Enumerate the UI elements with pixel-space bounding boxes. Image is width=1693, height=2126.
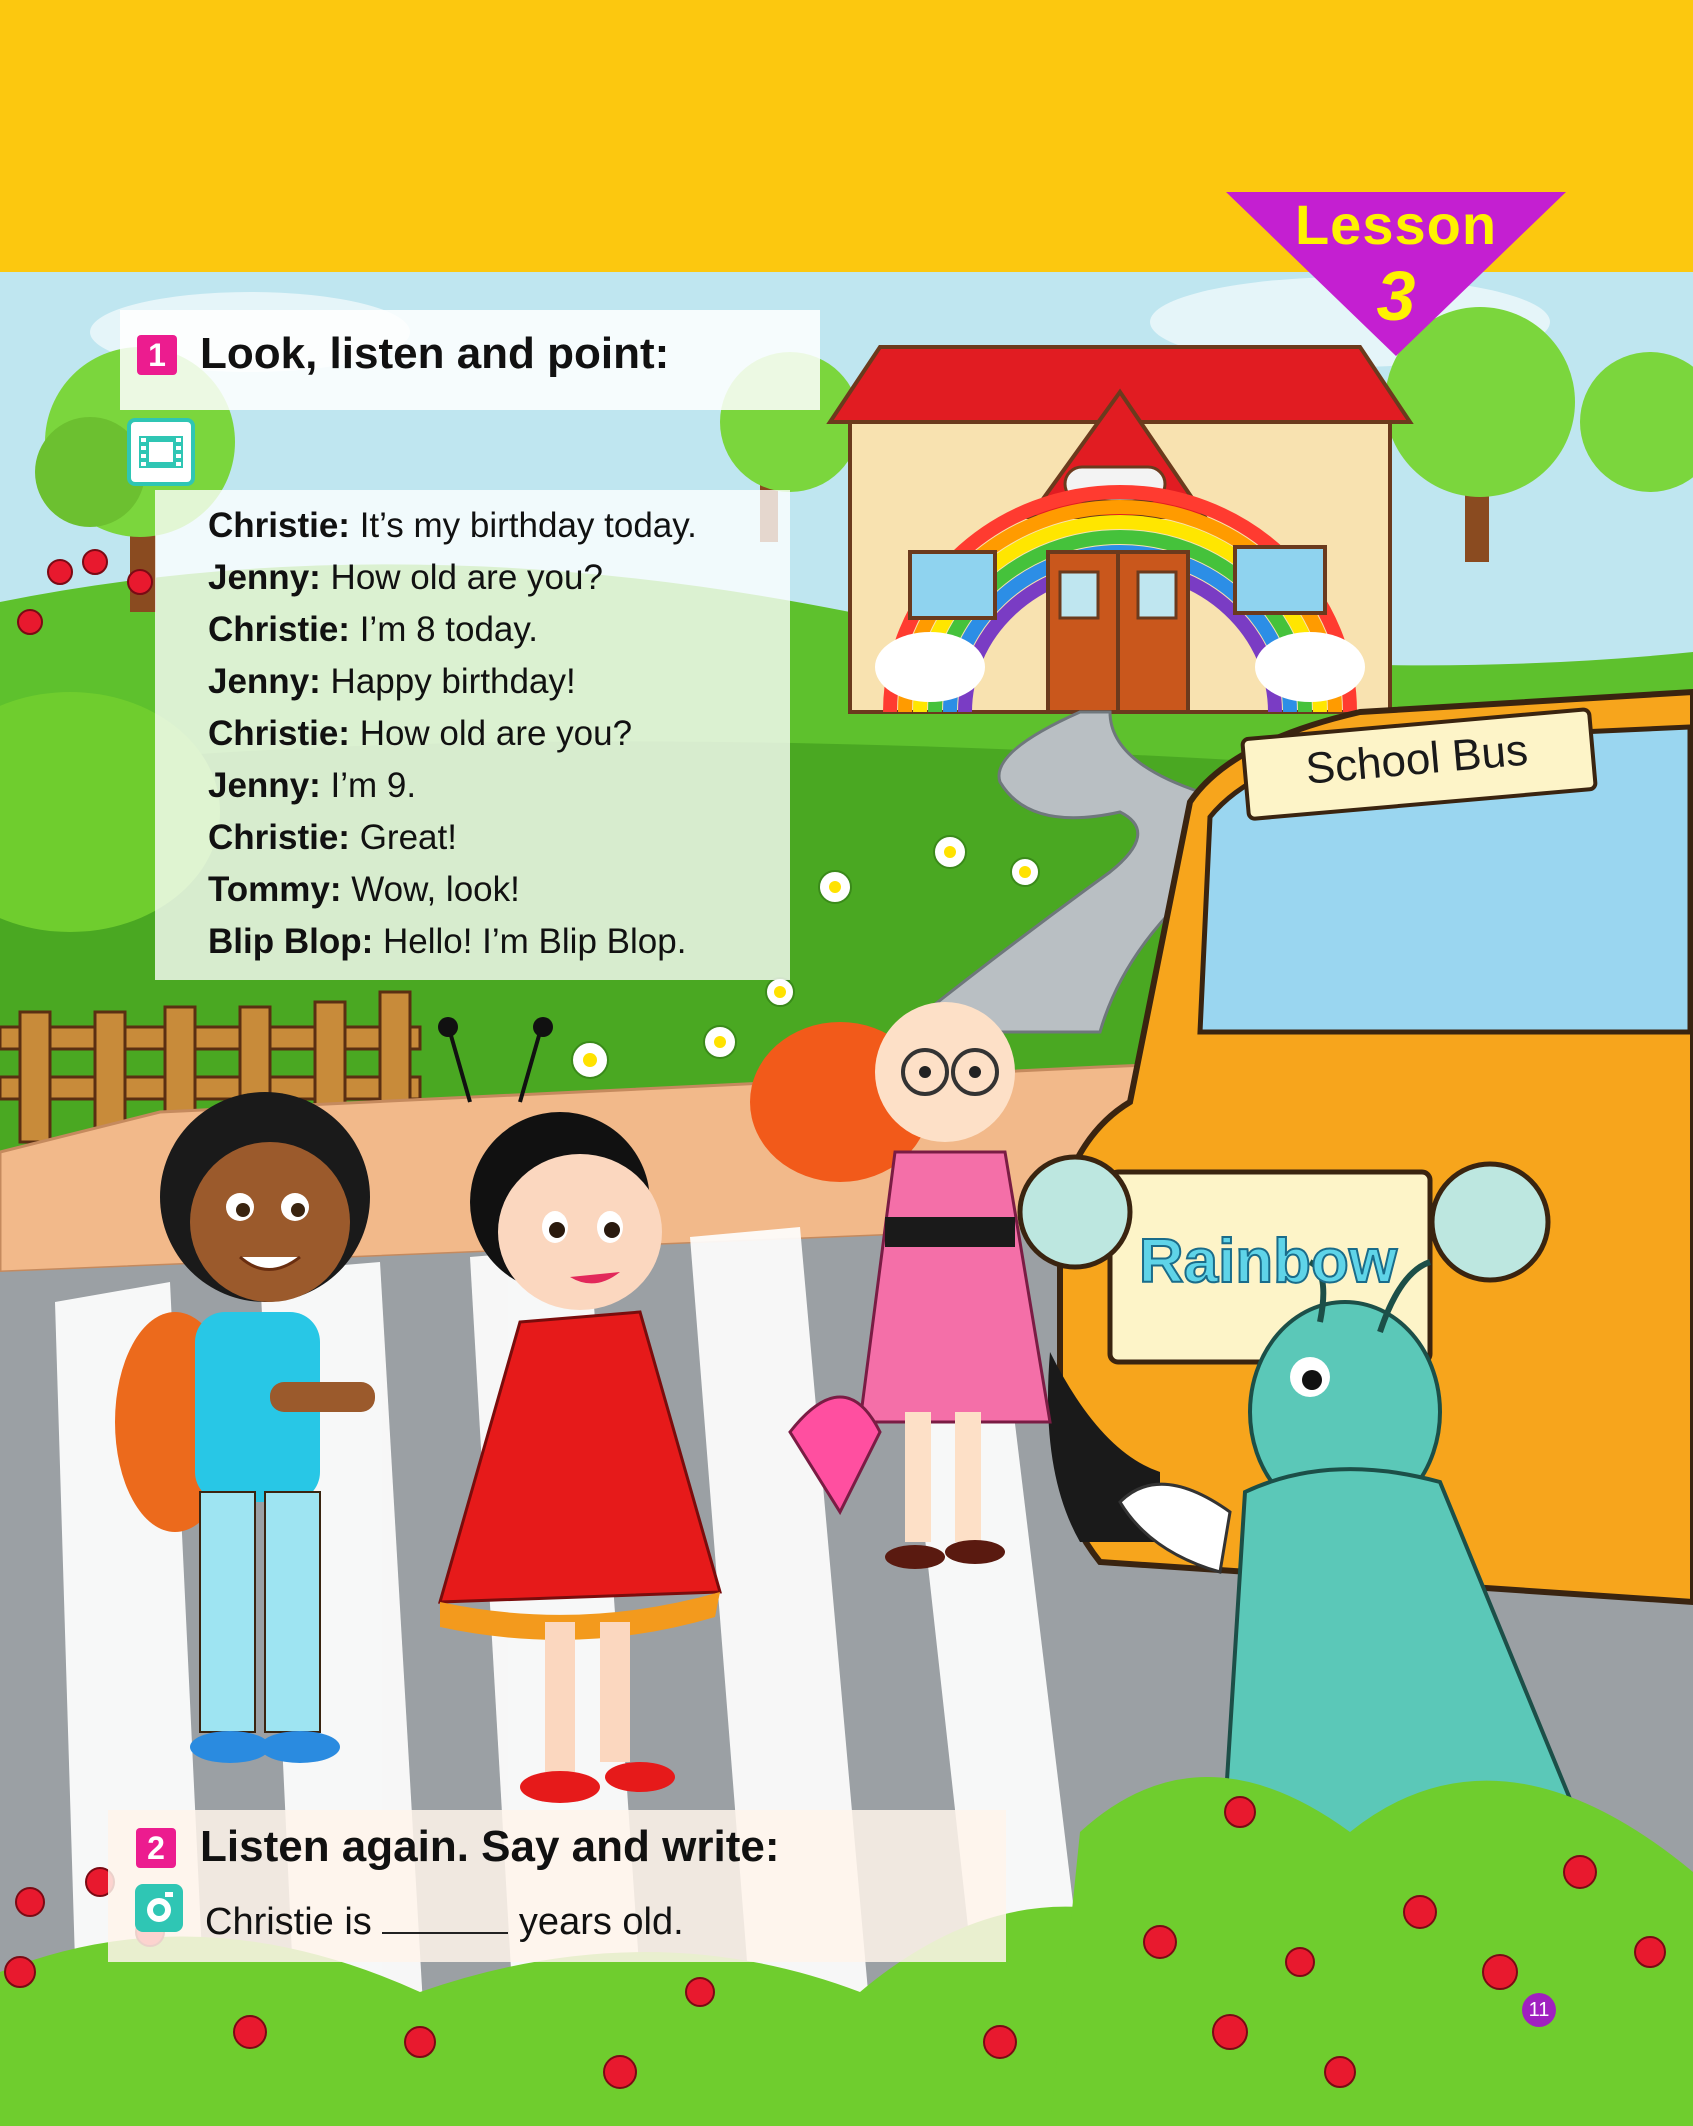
- speaker-name: Jenny:: [208, 662, 321, 701]
- speaker-name: Blip Blop:: [208, 922, 374, 961]
- line-text: I’m 9.: [320, 766, 417, 805]
- dialogue-line: [208, 714, 632, 754]
- line-text: Hello! I’m Blip Blop.: [373, 922, 687, 961]
- lesson-badge: [1226, 192, 1566, 356]
- school-house: [830, 347, 1410, 712]
- write-sentence: [205, 1898, 684, 1944]
- camera-icon[interactable]: [135, 1884, 183, 1932]
- speaker-name: Christie:: [208, 506, 350, 545]
- line-text: How old are you?: [349, 714, 633, 753]
- line-text: I’m 8 today.: [349, 610, 539, 649]
- dialogue-line: [208, 818, 457, 858]
- lesson-number: 3: [1376, 257, 1416, 335]
- page-number: 11: [1522, 1993, 1556, 2027]
- sentence-start: Christie is: [205, 1901, 383, 1943]
- line-text: Great!: [349, 818, 457, 857]
- dialogue-line: [208, 558, 603, 598]
- speaker-name: Christie:: [208, 714, 350, 753]
- speaker-name: Jenny:: [208, 558, 321, 597]
- bus-plate-text: Rainbow: [1138, 1227, 1398, 1296]
- speaker-name: Christie:: [208, 610, 350, 649]
- exercise-2-title: Listen again. Say and write:: [200, 1822, 780, 1871]
- video-film-icon[interactable]: [127, 418, 195, 486]
- dialogue-line: [208, 610, 538, 650]
- exercise-1-header: [120, 310, 820, 410]
- dialogue-box: [155, 490, 790, 980]
- sentence-end: years old.: [508, 1901, 684, 1943]
- line-text: It’s my birthday today.: [349, 506, 697, 545]
- dialogue-line: [208, 922, 686, 962]
- line-text: Happy birthday!: [320, 662, 576, 701]
- dialogue-line: [208, 870, 520, 910]
- line-text: How old are you?: [320, 558, 603, 597]
- exercise-1-title: Look, listen and point:: [200, 329, 670, 378]
- speaker-name: Jenny:: [208, 766, 321, 805]
- dialogue-line: [208, 662, 576, 702]
- dialogue-line: [208, 506, 697, 546]
- exercise-2-number: 2: [136, 1828, 176, 1868]
- line-text: Wow, look!: [341, 870, 520, 909]
- lesson-label: Lesson: [1294, 193, 1498, 256]
- speaker-name: Tommy:: [208, 870, 342, 909]
- answer-blank[interactable]: [382, 1898, 508, 1934]
- exercise-1-number: 1: [137, 335, 177, 375]
- dialogue-line: [208, 766, 416, 806]
- speaker-name: Christie:: [208, 818, 350, 857]
- bus-sign-text: School Bus: [1303, 725, 1530, 794]
